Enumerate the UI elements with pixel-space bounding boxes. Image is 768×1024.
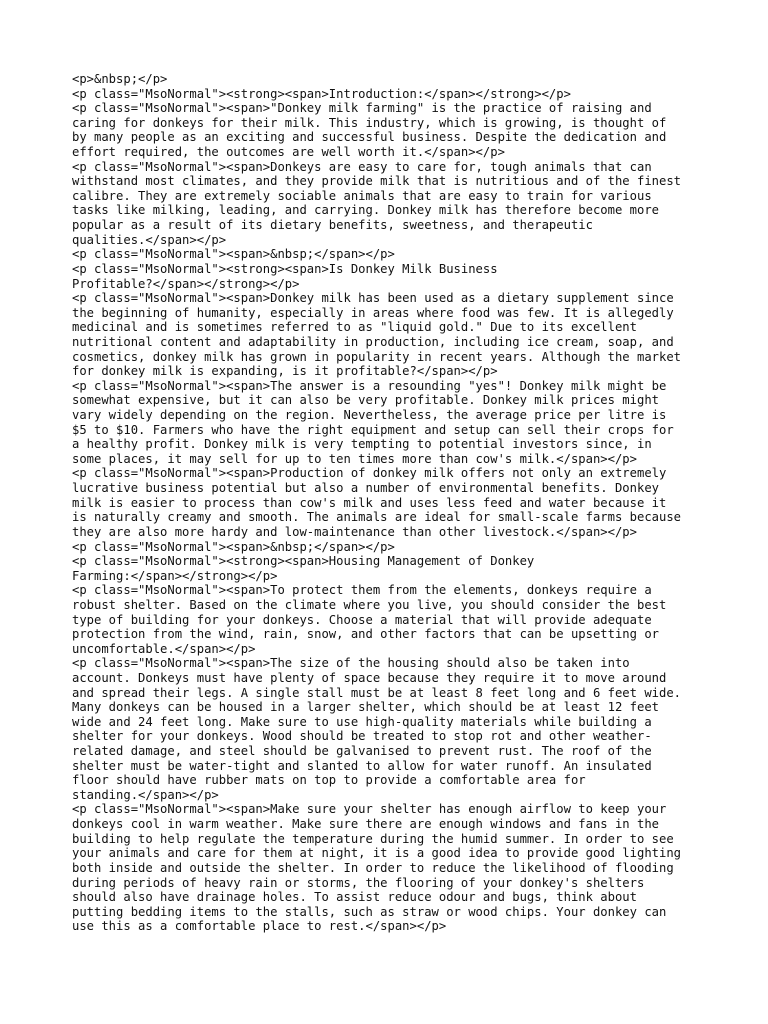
text-line: <p class="MsoNormal"><span>&nbsp;</span></p>: [72, 539, 395, 554]
text-line: $5 to $10. Farmers who have the right equipment and setup can sell their crops for: [72, 422, 674, 437]
text-line: withstand most climates, and they provide milk that is nutritious and of the finest: [72, 174, 682, 189]
text-line: calibre. They are extremely sociable animals that are easy to train for various: [72, 188, 652, 203]
text-line: uncomfortable.</span></p>: [72, 641, 256, 656]
text-line: popular as a result of its dietary benefits, sweetness, and therapeutic: [72, 218, 593, 233]
text-line: some places, it may sell for up to ten times more than cow's milk.</span></p>: [72, 451, 637, 466]
text-line: robust shelter. Based on the climate where you live, you should consider the best: [72, 597, 667, 612]
text-line: type of building for your donkeys. Choose a material that will provide adequate: [72, 612, 652, 627]
text-line: use this as a comfortable place to rest.</span></p>: [72, 919, 447, 934]
text-line: the beginning of humanity, especially in areas where food was few. It is allegedly: [72, 305, 674, 320]
text-line: cosmetics, donkey milk has grown in popularity in recent years. Although the market: [72, 349, 682, 364]
text-line: medicinal and is sometimes referred to as "liquid gold." Due to its excellent: [72, 320, 637, 335]
text-line: both inside and outside the shelter. In order to reduce the likelihood of flooding: [72, 860, 674, 875]
text-line: <p class="MsoNormal"><span>To protect them from the elements, donkeys require a: [72, 583, 652, 598]
text-line: <p>&nbsp;</p>: [72, 72, 168, 86]
text-line: Farming:</span></strong></p>: [72, 568, 278, 583]
text-line: shelter must be water-tight and slanted to allow for water runoff. An insulated: [72, 758, 652, 773]
text-line: vary widely depending on the region. Nevertheless, the average price per litre is: [72, 408, 667, 423]
text-line: Many donkeys can be housed in a larger shelter, which should be at least 12 feet: [72, 700, 659, 715]
text-line: a healthy profit. Donkey milk is very tempting to potential investors since, in: [72, 437, 652, 452]
text-line: for donkey milk is expanding, is it profitable?</span></p>: [72, 364, 498, 379]
text-line: tasks like milking, leading, and carrying. Donkey milk has therefore become more: [72, 203, 659, 218]
text-line: <p class="MsoNormal"><span>The answer is a resounding "yes"! Donkey milk might be: [72, 378, 667, 393]
text-line: <p class="MsoNormal"><span>The size of the housing should also be taken into: [72, 656, 630, 671]
text-line: <p class="MsoNormal"><span>Donkeys are easy to care for, tough animals that can: [72, 159, 652, 174]
text-line: <p class="MsoNormal"><span>Make sure your shelter has enough airflow to keep your: [72, 802, 667, 817]
text-line: somewhat expensive, but it can also be very profitable. Donkey milk prices might: [72, 393, 659, 408]
text-line: donkeys cool in warm weather. Make sure there are enough windows and fans in the: [72, 817, 659, 832]
text-line: <p class="MsoNormal"><strong><span>Is Donkey Milk Business: [72, 261, 498, 276]
text-line: standing.</span></p>: [72, 787, 219, 802]
document-text: [72, 72, 702, 934]
text-line: building to help regulate the temperature during the humid summer. In order to see: [72, 831, 674, 846]
text-line: your animals and care for them at night, it is a good idea to provide good lighting: [72, 846, 682, 861]
text-line: account. Donkeys must have plenty of space because they require it to move around: [72, 670, 667, 685]
text-line: by many people as an exciting and successful business. Despite the dedication and: [72, 130, 667, 145]
text-line: lucrative business potential but also a number of environmental benefits. Donkey: [72, 481, 659, 496]
text-line: wide and 24 feet long. Make sure to use high-quality materials while building a: [72, 714, 652, 729]
text-line: <p class="MsoNormal"><strong><span>Housing Management of Donkey: [72, 554, 535, 569]
text-line: related damage, and steel should be galvanised to prevent rust. The roof of the: [72, 744, 652, 759]
text-line: and spread their legs. A single stall must be at least 8 feet long and 6 feet wide.: [72, 685, 682, 700]
text-line: protection from the wind, rain, snow, and other factors that can be upsetting or: [72, 627, 659, 642]
text-line: during periods of heavy rain or storms, the flooring of your donkey's shelters: [72, 875, 645, 890]
text-line: floor should have rubber mats on top to provide a comfortable area for: [72, 773, 586, 788]
text-line: nutritional content and adaptability in production, including ice cream, soap, and: [72, 334, 674, 349]
text-line: Profitable?</span></strong></p>: [72, 276, 300, 291]
text-line: effort required, the outcomes are well worth it.</span></p>: [72, 145, 505, 160]
text-line: is naturally creamy and smooth. The animals are ideal for small-scale farms because: [72, 510, 682, 525]
text-line: <p class="MsoNormal"><span>&nbsp;</span></p>: [72, 247, 395, 262]
text-line: <p class="MsoNormal"><span>Donkey milk has been used as a dietary supplement since: [72, 291, 674, 306]
text-line: <p class="MsoNormal"><span>"Donkey milk farming" is the practice of raising and: [72, 101, 652, 116]
text-line: <p class="MsoNormal"><strong><span>Introduction:</span></strong></p>: [72, 86, 571, 101]
text-line: putting bedding items to the stalls, such as straw or wood chips. Your donkey can: [72, 904, 667, 919]
text-line: caring for donkeys for their milk. This industry, which is growing, is thought of: [72, 115, 667, 130]
text-line: milk is easier to process than cow's milk and uses less feed and water because it: [72, 495, 667, 510]
text-line: shelter for your donkeys. Wood should be treated to stop rot and other weather-: [72, 729, 652, 744]
text-line: <p class="MsoNormal"><span>Production of donkey milk offers not only an extremely: [72, 466, 667, 481]
text-line: qualities.</span></p>: [72, 232, 227, 247]
text-line: should also have drainage holes. To assist reduce odour and bugs, think about: [72, 890, 637, 905]
text-line: they are also more hardy and low-maintenance than other livestock.</span></p>: [72, 524, 637, 539]
